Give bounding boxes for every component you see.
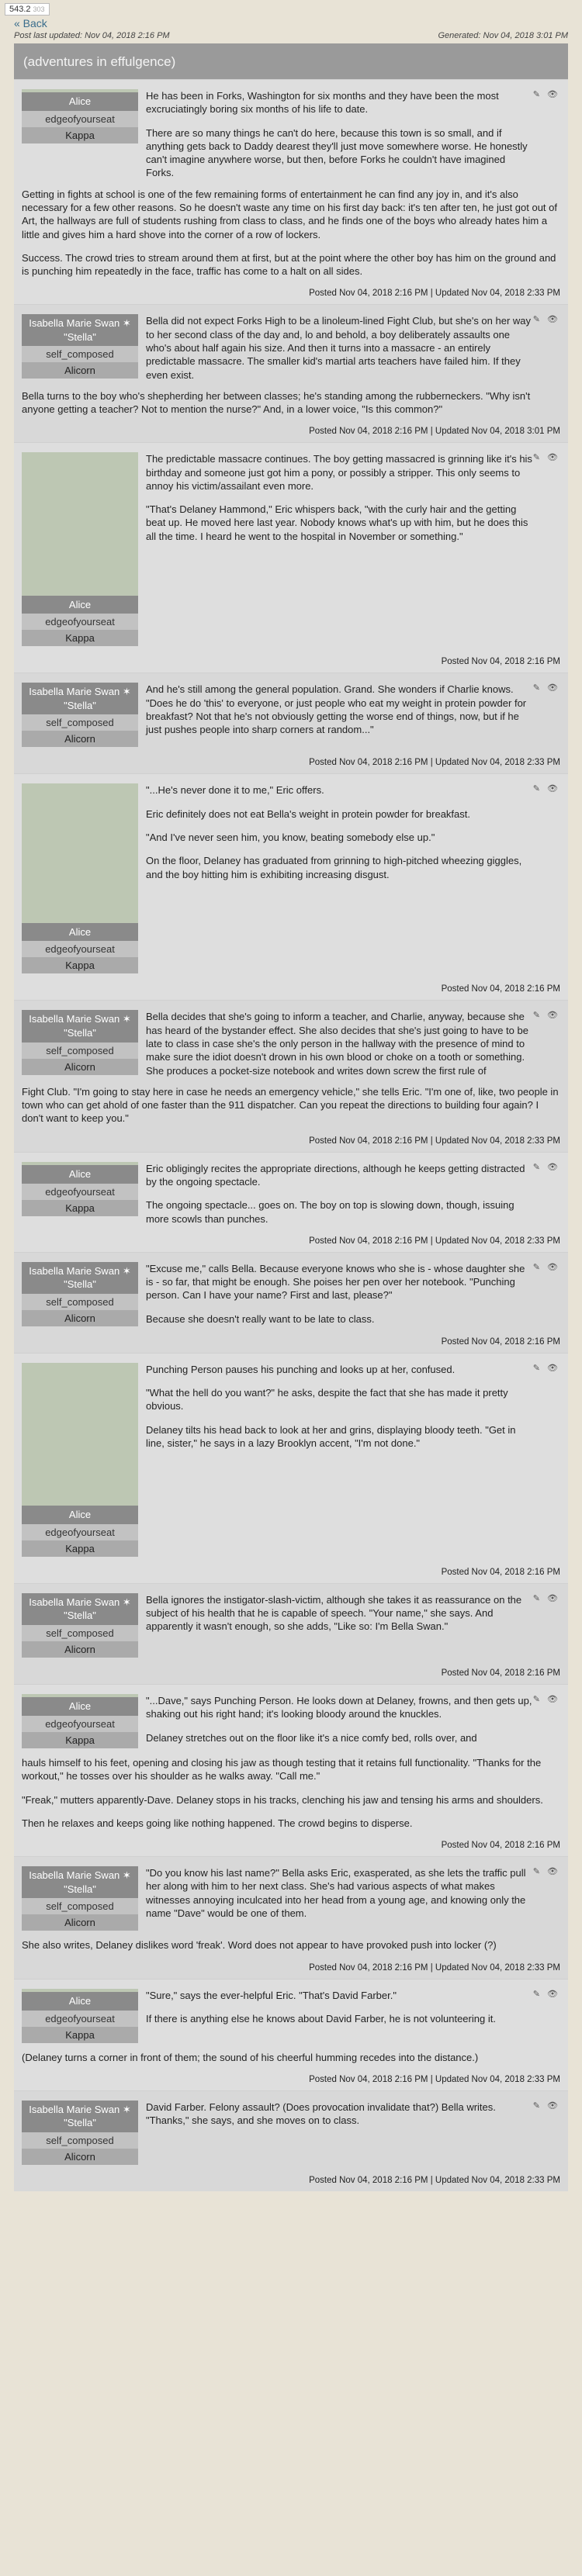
post-body <box>146 452 560 543</box>
post-paragraph: He has been in Forks, Washington for six months and they have been the most excruciatingly boring six months of his life to date. <box>146 90 499 116</box>
post-header <box>22 89 560 180</box>
post-body <box>146 1010 560 1077</box>
post-paragraph: David Farber. Felony assault? (Does provocation invalidate that?) Bella writes. "Thanks," she says, and she moves on to class. <box>146 2101 496 2127</box>
meta-bar <box>0 29 582 43</box>
post <box>14 442 568 673</box>
post-paragraph: Fight Club. "I'm going to stay here in case he needs an emergency vehicle," she tells Eric. "I'm one of, like, two people in town who can get ahold of one faster than the 911 dispatcher. Can you repeat the directions to building four again? I don't want to keep you." <box>22 1085 559 1125</box>
character-avatar-box[interactable] <box>22 1866 138 1931</box>
edit-view-icon[interactable]: ✎ 👁 <box>532 1262 560 1272</box>
character-avatar-box[interactable] <box>22 1593 138 1658</box>
character-template[interactable]: Alicorn <box>22 1059 138 1075</box>
post-header <box>22 1162 560 1226</box>
view-counter <box>5 3 50 16</box>
post-timestamp: Posted Nov 04, 2018 2:16 PM <box>441 1668 560 1678</box>
character-name[interactable]: Alice <box>22 1992 138 2011</box>
post-body <box>146 1262 560 1326</box>
post-timestamp: Posted Nov 04, 2018 2:16 PM | Updated Nov 04, 2018 3:01 PM <box>309 427 560 437</box>
character-username[interactable]: edgeofyourseat <box>22 1524 138 1540</box>
back-link[interactable]: « Back <box>14 17 47 29</box>
counter-small: 303 <box>33 5 45 13</box>
character-username[interactable]: edgeofyourseat <box>22 2011 138 2027</box>
post-paragraph: Then he relaxes and keeps going like nothing happened. The crowd begins to disperse. <box>22 1817 413 1829</box>
post-paragraph: Eric obligingly recites the appropriate directions, although he keeps getting distracted by the ongoing spectacle. <box>146 1162 525 1188</box>
post-paragraph: (Delaney turns a corner in front of them; the sound of his cheerful humming recedes into the distance.) <box>22 2051 479 2063</box>
post <box>14 304 568 442</box>
post-timestamp: Posted Nov 04, 2018 2:16 PM <box>441 1336 560 1347</box>
edit-view-icon[interactable]: ✎ 👁 <box>532 2101 560 2111</box>
character-name[interactable]: Alice <box>22 1165 138 1184</box>
post-body <box>146 1162 560 1226</box>
edit-view-icon[interactable]: ✎ 👁 <box>532 1593 560 1603</box>
post-header <box>22 1989 560 2043</box>
post <box>14 1979 568 2090</box>
character-username[interactable]: edgeofyourseat <box>22 1716 138 1732</box>
character-template[interactable]: Alicorn <box>22 1310 138 1326</box>
post-paragraph: Punching Person pauses his punching and looks up at her, confused. <box>146 1363 456 1375</box>
post-paragraph: "Freak," mutters apparently-Dave. Delaney stops in his tracks, clenching his jaw and tensing his arms and shoulders. <box>22 1793 543 1806</box>
character-template[interactable]: Alicorn <box>22 2149 138 2165</box>
character-name[interactable]: Alice <box>22 596 138 614</box>
post-paragraph: Bella did not expect Forks High to be a linoleum-lined Fight Club, but she's on her way to her second class of the day and, lo and behold, a boy deliberately assaults one who's about half again his size. And then it turns into a massacre - an entirely predictable massacre. The smaller kid's martial arts teachers have failed him. If they even exist. <box>146 315 532 381</box>
post-header <box>22 1694 560 1748</box>
post <box>14 673 568 773</box>
post-paragraph: "Sure," says the ever-helpful Eric. "That's David Farber." <box>146 1989 397 2001</box>
post-header <box>22 1262 560 1326</box>
counter-value: 543.2 <box>9 5 31 14</box>
post-body-continued <box>22 1085 560 1125</box>
character-name[interactable]: Isabella Marie Swan ✶ "Stella" <box>22 1866 138 1898</box>
post-timestamp: Posted Nov 04, 2018 2:16 PM <box>441 1841 560 1851</box>
post-timestamp: Posted Nov 04, 2018 2:16 PM <box>441 657 560 667</box>
character-username[interactable]: self_composed <box>22 1294 138 1310</box>
post-paragraph: "Excuse me," calls Bella. Because everyone knows who she is - whose daughter she is - so far, that might be enough. She poises her pen over her notebook. "Punching person. Can I have your name? First and last, please?" <box>146 1262 525 1302</box>
character-name[interactable]: Isabella Marie Swan ✶ "Stella" <box>22 1010 138 1042</box>
post-header <box>22 314 560 381</box>
post-body <box>146 1989 560 2026</box>
character-avatar-box[interactable] <box>22 1262 138 1326</box>
character-template[interactable]: Kappa <box>22 1540 138 1557</box>
edit-view-icon[interactable]: ✎ 👁 <box>532 1363 560 1373</box>
post-paragraph: "Do you know his last name?" Bella asks Eric, exasperated, as she lets the traffic pull her along with him to her next class. She's had various aspects of what makes witnesses annoying inculcated into her head from a young age, and knowing only the name "Dave" would be one of them. <box>146 1867 526 1919</box>
post <box>14 1353 568 1583</box>
character-username[interactable]: self_composed <box>22 2132 138 2149</box>
post-body <box>146 314 560 381</box>
character-name[interactable]: Alice <box>22 923 138 942</box>
character-template[interactable]: Kappa <box>22 957 138 973</box>
post-timestamp: Posted Nov 04, 2018 2:16 PM | Updated Nov 04, 2018 2:33 PM <box>309 2175 560 2185</box>
character-username[interactable]: self_composed <box>22 714 138 731</box>
post-timestamp: Posted Nov 04, 2018 2:16 PM | Updated Nov 04, 2018 2:33 PM <box>309 758 560 768</box>
character-username[interactable]: edgeofyourseat <box>22 111 138 127</box>
post-paragraph: Eric definitely does not eat Bella's weight in protein powder for breakfast. <box>146 807 470 820</box>
edit-view-icon[interactable]: ✎ 👁 <box>532 683 560 693</box>
post-paragraph: And he's still among the general population. Grand. She wonders if Charlie knows. "Does he do 'this' to everyone, or just people who eat my weight in protein powder for breakfast? Not that he's not obviously getting the worse end of things, now, but if he just pushes people into sharp corners at random..." <box>146 683 527 736</box>
character-name[interactable]: Isabella Marie Swan ✶ "Stella" <box>22 1593 138 1625</box>
character-username[interactable]: edgeofyourseat <box>22 941 138 957</box>
character-avatar-box[interactable] <box>22 1694 138 1748</box>
character-username[interactable]: self_composed <box>22 1898 138 1914</box>
post-paragraph: "...Dave," says Punching Person. He looks down at Delaney, frowns, and then gets up, shaking out his right hand; it's looking bloody around the knuckles. <box>146 1695 532 1720</box>
post-paragraph: Delaney stretches out on the floor like it's a nice comfy bed, rolls over, and <box>146 1731 477 1744</box>
post-body <box>146 1694 560 1744</box>
character-name[interactable]: Alice <box>22 1697 138 1716</box>
edit-view-icon[interactable]: ✎ 👁 <box>532 1162 560 1172</box>
post-header <box>22 683 560 747</box>
post-header <box>22 1010 560 1077</box>
post <box>14 1252 568 1353</box>
post-paragraph: Success. The crowd tries to stream around them at first, but at the point where the other boy has him on the ground and is punching him repeatedly in the face, traffic has come to a halt on all sides. <box>22 251 556 278</box>
character-name[interactable]: Alice <box>22 92 138 111</box>
post-paragraph: "And I've never seen him, you know, beating somebody else up." <box>146 832 435 843</box>
edit-view-icon[interactable]: ✎ 👁 <box>532 1011 560 1021</box>
post-paragraph: Bella decides that she's going to inform a teacher, and Charlie, anyway, because she has heard of the bystander effect. She also decides that she's just going to have to be late to class in case she's the only person in the hallway with the presence of mind to make sure the idiot doesn't drown in his own blood or choke on a tooth or something. She produces a pocket-size notebook and writes down screw the first rule of <box>146 1011 528 1077</box>
post-title: (adventures in effulgence) <box>14 43 568 79</box>
post-paragraph: She also writes, Delaney dislikes word 'freak'. Word does not appear to have provoked push into locker (?) <box>22 1939 497 1952</box>
post <box>14 1856 568 1978</box>
post <box>14 1583 568 1684</box>
post-header <box>22 783 560 973</box>
post-paragraph: The ongoing spectacle... goes on. The boy on top is slowing down, though, issuing more scowls than punches. <box>146 1199 514 1225</box>
post-timestamp: Posted Nov 04, 2018 2:16 PM | Updated Nov 04, 2018 2:33 PM <box>309 1962 560 1973</box>
character-template[interactable]: Alicorn <box>22 362 138 379</box>
character-avatar-box[interactable] <box>22 1363 138 1557</box>
post-body <box>146 783 560 880</box>
post-body-continued <box>22 1756 560 1830</box>
character-username[interactable]: edgeofyourseat <box>22 614 138 630</box>
edit-view-icon[interactable]: ✎ 👁 <box>532 453 560 463</box>
post <box>14 1152 568 1252</box>
character-name[interactable]: Isabella Marie Swan ✶ "Stella" <box>22 314 138 346</box>
post-body-continued <box>22 2051 560 2064</box>
character-name[interactable]: Isabella Marie Swan ✶ "Stella" <box>22 1262 138 1294</box>
post-paragraph: Bella turns to the boy who's shepherding her between classes; he's standing among the rubberneckers. "Why isn't anyone getting a teacher? Not to mention the nurse?" And, in a lower voice, "Is this common?" <box>22 389 531 416</box>
edit-view-icon[interactable]: ✎ 👁 <box>532 1695 560 1704</box>
edit-view-icon[interactable]: ✎ 👁 <box>532 315 560 325</box>
character-template[interactable]: Alicorn <box>22 1914 138 1931</box>
post-timestamp: Posted Nov 04, 2018 2:16 PM | Updated Nov 04, 2018 2:33 PM <box>309 2074 560 2084</box>
post-body <box>146 1593 560 1634</box>
post-list <box>14 79 568 2191</box>
character-avatar-box[interactable] <box>22 783 138 973</box>
post-body <box>146 1363 560 1450</box>
character-username[interactable]: self_composed <box>22 1043 138 1059</box>
character-template[interactable]: Kappa <box>22 127 138 143</box>
post-body-continued <box>22 1938 560 1952</box>
post-paragraph: Getting in fights at school is one of the few remaining forms of entertainment he can find any joy in, and it's also necessary for a few other reasons. So he doesn't waste any time on his first day back: it's ten after ten, he just got out of Art, the hallways are full of students rushing from class to class, and he finds one of the boys who already hates him a little and gives him a hard shove into the corner of a row of lockers. <box>22 188 557 240</box>
post-body-continued <box>22 188 560 278</box>
post-body <box>146 2101 560 2128</box>
character-avatar-box[interactable] <box>22 2101 138 2165</box>
post-header <box>22 452 560 646</box>
character-username[interactable]: self_composed <box>22 346 138 362</box>
character-name[interactable]: Alice <box>22 1506 138 1524</box>
post-paragraph: "What the hell do you want?" he asks, despite the fact that she has made it pretty obvious. <box>146 1387 508 1412</box>
post <box>14 1000 568 1151</box>
character-avatar-box[interactable] <box>22 89 138 143</box>
generated-time: Generated: Nov 04, 2018 3:01 PM <box>438 31 568 40</box>
post-timestamp: Posted Nov 04, 2018 2:16 PM <box>441 984 560 994</box>
character-template[interactable]: Kappa <box>22 1732 138 1748</box>
character-template[interactable]: Kappa <box>22 2027 138 2043</box>
character-username[interactable]: edgeofyourseat <box>22 1184 138 1200</box>
last-updated: Post last updated: Nov 04, 2018 2:16 PM <box>14 31 170 40</box>
character-avatar-box[interactable] <box>22 314 138 379</box>
post-timestamp: Posted Nov 04, 2018 2:16 PM | Updated Nov 04, 2018 2:33 PM <box>309 289 560 299</box>
post-body-continued <box>22 389 560 417</box>
post-header <box>22 1866 560 1931</box>
post-body <box>146 683 560 736</box>
edit-view-icon[interactable]: ✎ 👁 <box>532 1867 560 1877</box>
post-paragraph: The predictable massacre continues. The boy getting massacred is grinning like it's his birthday and someone just got him a pony, or possibly a stripper. This only seems to annoy his victim/assailant even more. <box>146 453 532 492</box>
edit-view-icon[interactable]: ✎ 👁 <box>532 1989 560 1999</box>
post-header <box>22 1593 560 1658</box>
post-paragraph: hauls himself to his feet, opening and closing his jaw as though testing that it retains full functionality. "Thanks for the workout," he tosses over his shoulder as he walks away. "Call me." <box>22 1757 542 1782</box>
character-avatar-box[interactable] <box>22 1989 138 2043</box>
post-timestamp: Posted Nov 04, 2018 2:16 PM | Updated Nov 04, 2018 2:33 PM <box>309 1136 560 1146</box>
post-body <box>146 89 560 180</box>
post-paragraph: There are so many things he can't do here, because this town is so small, and if anything gets back to Daddy dearest they'll just move somewhere worse. He honestly can't imagine anywhere worse, but then, before Forks he couldn't have imagined Forks. <box>146 126 528 179</box>
post-header <box>22 1363 560 1557</box>
post-paragraph: "...He's never done it to me," Eric offers. <box>146 784 324 797</box>
character-template[interactable]: Kappa <box>22 1200 138 1216</box>
character-avatar-box[interactable] <box>22 683 138 747</box>
post-paragraph: If there is anything else he knows about David Farber, he is not volunteering it. <box>146 2012 496 2024</box>
character-template[interactable]: Kappa <box>22 630 138 646</box>
post <box>14 2090 568 2191</box>
character-template[interactable]: Alicorn <box>22 731 138 747</box>
post-body <box>146 1866 560 1920</box>
post-timestamp: Posted Nov 04, 2018 2:16 PM <box>441 1567 560 1577</box>
character-username[interactable]: self_composed <box>22 1625 138 1641</box>
character-template[interactable]: Alicorn <box>22 1641 138 1658</box>
post <box>14 1684 568 1856</box>
post <box>14 79 568 304</box>
post <box>14 773 568 1000</box>
edit-view-icon[interactable]: ✎ 👁 <box>532 90 560 99</box>
character-name[interactable]: Isabella Marie Swan ✶ "Stella" <box>22 2101 138 2132</box>
post-timestamp: Posted Nov 04, 2018 2:16 PM | Updated Nov 04, 2018 2:33 PM <box>309 1236 560 1246</box>
character-avatar-box[interactable] <box>22 452 138 646</box>
edit-view-icon[interactable]: ✎ 👁 <box>532 784 560 794</box>
character-avatar-box[interactable] <box>22 1162 138 1216</box>
post-header <box>22 2101 560 2165</box>
post-paragraph: Because she doesn't really want to be late to class. <box>146 1312 375 1325</box>
post-paragraph: Delaney tilts his head back to look at her and grins, displaying bloody teeth. "Get in line, sister," he says in a lazy Brooklyn accent, "I'm not done." <box>146 1423 516 1450</box>
post-paragraph: On the floor, Delaney has graduated from grinning to high-pitched wheezing giggles, and the boy hitting him is exhibiting increasing disgust. <box>146 855 522 880</box>
character-name[interactable]: Isabella Marie Swan ✶ "Stella" <box>22 683 138 714</box>
post-paragraph: "That's Delaney Hammond," Eric whispers back, "with the curly hair and the getting beat up. He moved here last year. Nobody knows what's up with him, but he does this all the time. I heard he went to the hospital in November or something." <box>146 503 528 542</box>
post-paragraph: Bella ignores the instigator-slash-victim, although she takes it as reassurance on the subject of his health that he is capable of speech. "Your name," she says. And apparently it wasn't enough, so she adds, "Like so: I'm Bella Swan." <box>146 1593 522 1633</box>
character-avatar-box[interactable] <box>22 1010 138 1074</box>
